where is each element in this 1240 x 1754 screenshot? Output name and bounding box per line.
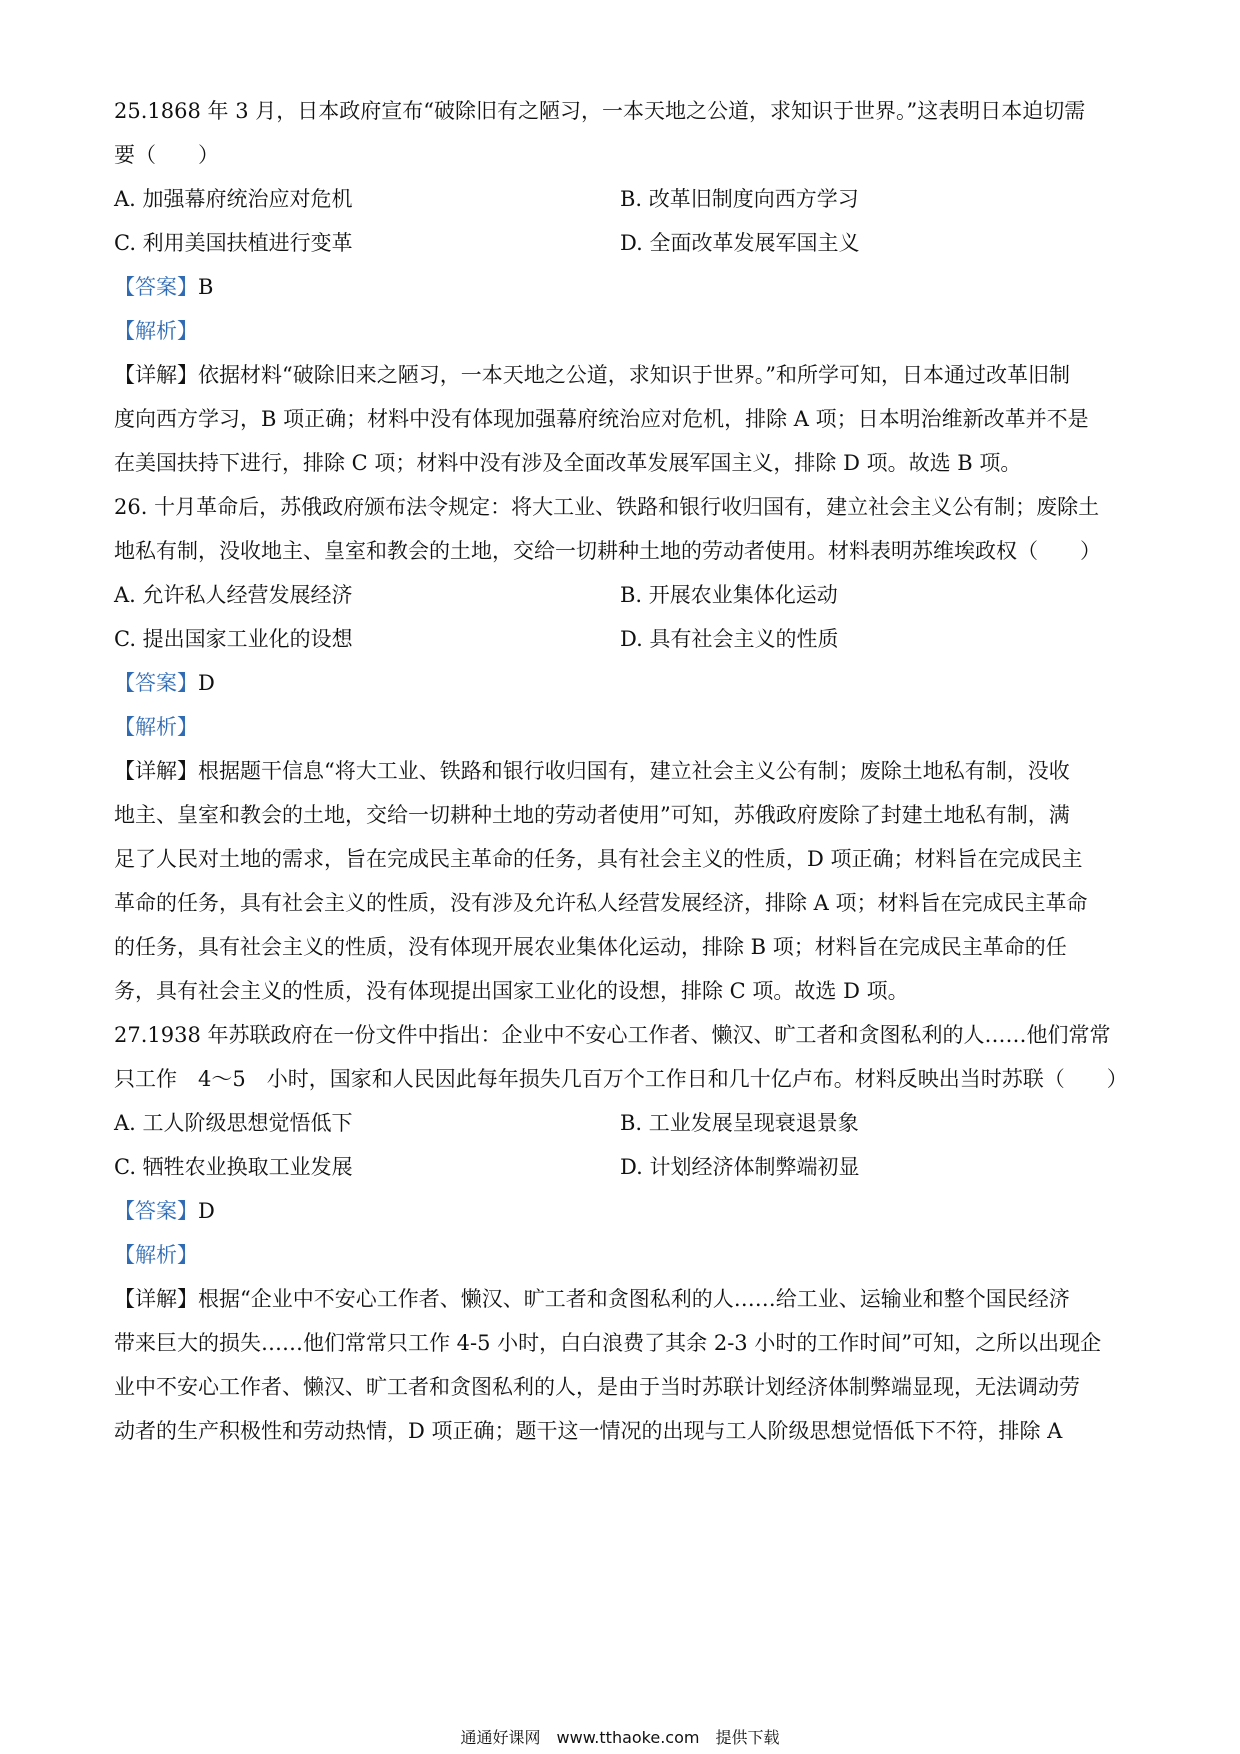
q27-answer [114, 1196, 215, 1226]
answer-tag: 【答案】 [114, 1199, 198, 1223]
q25-detail-line-1 [114, 360, 1070, 390]
q26-detail-line-1 [114, 756, 1070, 786]
q26-option-a: A. 允许私人经营发展经济 [114, 583, 353, 607]
q27-analysis-heading [114, 1240, 198, 1270]
q26-option-c: C. 提出国家工业化的设想 [114, 627, 353, 651]
detail-text: 根据题干信息“将大工业、铁路和银行收归国有，建立社会主义公有制；废除土地私有制，没收 [198, 759, 1070, 783]
q26-option-d: D. 具有社会主义的性质 [620, 627, 839, 651]
detail-text: 根据“企业中不安心工作者、懒汉、旷工者和贪图私利的人……给工业、运输业和整个国民经济 [198, 1287, 1070, 1311]
q26-analysis-heading [114, 712, 198, 742]
q25-detail-line-3: 在美国扶持下进行，排除 C 项；材料中没有涉及全面改革发展军国主义，排除 D 项。故选 B 项。 [114, 451, 1022, 475]
q26-detail-line-6: 务，具有社会主义的性质，没有体现提出国家工业化的设想，排除 C 项。故选 D 项。 [114, 979, 909, 1003]
answer-tag: 【答案】 [114, 671, 198, 695]
q25-analysis-heading [114, 316, 198, 346]
q26-detail-line-4: 革命的任务，具有社会主义的性质，没有涉及允许私人经营发展经济，排除 A 项；材料旨在完成民主革命 [114, 891, 1088, 915]
answer-value: D [198, 671, 215, 695]
q27-stem-line-2: 只工作 4～5 小时，国家和人民因此每年损失几百万个工作日和几十亿卢布。材料反映出当时苏联（ ） [114, 1067, 1128, 1091]
q27-option-a: A. 工人阶级思想觉悟低下 [114, 1111, 353, 1135]
q25-answer [114, 272, 213, 302]
detail-text: 依据材料“破除旧来之陋习，一本天地之公道，求知识于世界。”和所学可知，日本通过改革旧制 [198, 363, 1070, 387]
analysis-tag: 【解析】 [114, 319, 198, 343]
answer-value: D [198, 1199, 215, 1223]
q27-detail-line-3: 业中不安心工作者、懒汉、旷工者和贪图私利的人，是由于当时苏联计划经济体制弊端显现，无法调动劳 [114, 1375, 1080, 1399]
q26-stem-line-2: 地私有制，没收地主、皇室和教会的土地，交给一切耕种土地的劳动者使用。材料表明苏维埃政权（ ） [114, 539, 1101, 563]
q26-detail-line-5: 的任务，具有社会主义的性质，没有体现开展农业集体化运动，排除 B 项；材料旨在完成民主革命的任 [114, 935, 1067, 959]
q26-answer [114, 668, 215, 698]
detail-tag: 【详解】 [114, 759, 198, 783]
q26-option-b: B. 开展农业集体化运动 [620, 583, 838, 607]
detail-tag: 【详解】 [114, 1287, 198, 1311]
q25-stem-line-2: 要（ ） [114, 143, 219, 167]
page-footer: 通通好课网 www.tthaoke.com 提供下载 [460, 1728, 780, 1747]
q27-option-b: B. 工业发展呈现衰退景象 [620, 1111, 859, 1135]
q25-detail-line-2: 度向西方学习，B 项正确；材料中没有体现加强幕府统治应对危机，排除 A 项；日本明治维新改革并不是 [114, 407, 1089, 431]
q26-stem-line-1: 26. 十月革命后，苏俄政府颁布法令规定：将大工业、铁路和银行收归国有，建立社会主义公有制；废除土 [114, 495, 1100, 519]
q25-stem-line-1: 25.1868 年 3 月，日本政府宣布“破除旧有之陋习，一本天地之公道，求知识于世界。”这表明日本迫切需 [114, 99, 1086, 123]
q25-option-d: D. 全面改革发展军国主义 [620, 231, 860, 255]
answer-value: B [198, 275, 214, 299]
analysis-tag: 【解析】 [114, 715, 198, 739]
q25-option-b: B. 改革旧制度向西方学习 [620, 187, 859, 211]
q27-detail-line-1 [114, 1284, 1070, 1314]
q27-option-c: C. 牺牲农业换取工业发展 [114, 1155, 353, 1179]
q27-stem-line-1: 27.1938 年苏联政府在一份文件中指出：企业中不安心工作者、懒汉、旷工者和贪图私利的人……他们常常 [114, 1023, 1111, 1047]
q26-detail-line-2: 地主、皇室和教会的土地，交给一切耕种土地的劳动者使用”可知，苏俄政府废除了封建土地私有制，满 [114, 803, 1070, 827]
analysis-tag: 【解析】 [114, 1243, 198, 1267]
q27-detail-line-4: 动者的生产积极性和劳动热情，D 项正确；题干这一情况的出现与工人阶级思想觉悟低下不符，排除 A [114, 1419, 1063, 1443]
answer-tag: 【答案】 [114, 275, 198, 299]
q27-option-d: D. 计划经济体制弊端初显 [620, 1155, 860, 1179]
detail-tag: 【详解】 [114, 363, 198, 387]
q27-detail-line-2: 带来巨大的损失……他们常常只工作 4-5 小时，白白浪费了其余 2-3 小时的工作时间”可知，之所以出现企 [114, 1331, 1102, 1355]
q25-option-c: C. 利用美国扶植进行变革 [114, 231, 353, 255]
q25-option-a: A. 加强幕府统治应对危机 [114, 187, 353, 211]
q26-detail-line-3: 足了人民对土地的需求，旨在完成民主革命的任务，具有社会主义的性质，D 项正确；材料旨在完成民主 [114, 847, 1083, 871]
